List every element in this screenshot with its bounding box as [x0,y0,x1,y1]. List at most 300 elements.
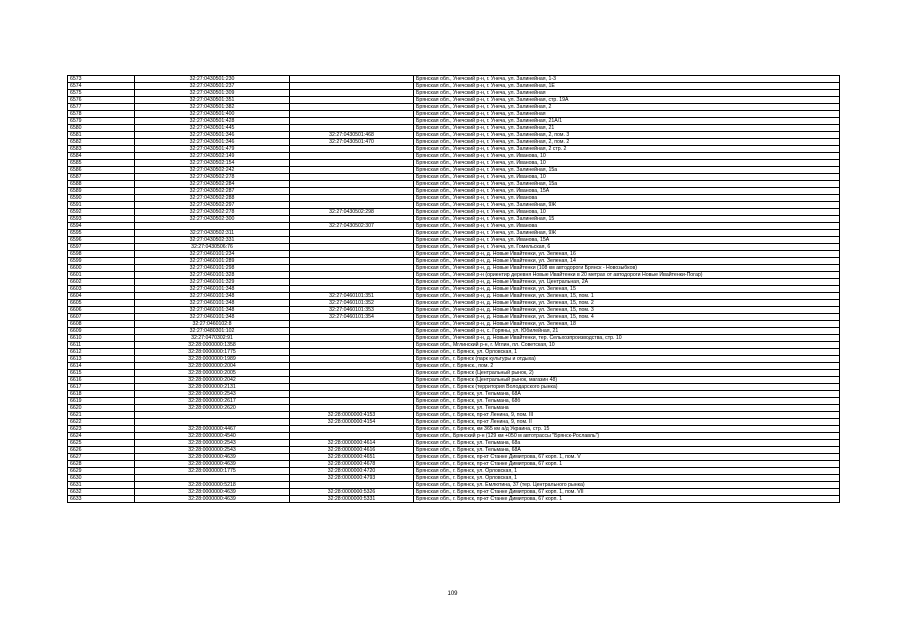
table-row [68,328,840,335]
row-number-cell: 6605 [68,300,135,307]
cadastral-number-cell: 32:28:0000000:2543 [135,391,290,398]
cadastral-number-cell: 32:28:0000000:1358 [135,342,290,349]
table-row [68,489,840,496]
parent-cadastral-number-cell [290,230,414,237]
row-number-cell: 6594 [68,223,135,230]
row-number-cell: 6632 [68,489,135,496]
row-number-cell: 6575 [68,90,135,97]
cadastral-number-cell: 32:28:0000000:1775 [135,349,290,356]
row-number-cell: 6583 [68,146,135,153]
parent-cadastral-number-cell [290,237,414,244]
table-row [68,356,840,363]
cadastral-number-cell: 32:27:0460101:328 [135,272,290,279]
parent-cadastral-number-cell [290,251,414,258]
row-number-cell: 6626 [68,447,135,454]
cadastral-number-cell: 32:27:0430502:297 [135,202,290,209]
address-cell: Брянская обл., Унечский р-н, д. Новые Ивайтенки, ул. Зеленая, 15, пом. 3 [414,307,840,314]
parent-cadastral-number-cell [290,433,414,440]
address-cell: Брянская обл., г. Брянск, пр-кт Ленина, 9, пом. II [414,419,840,426]
row-number-cell: 6598 [68,251,135,258]
address-cell: Брянская обл., г. Брянск (территория Володарского рынка) [414,384,840,391]
cadastral-number-cell: 32:27:0460101:348 [135,293,290,300]
row-number-cell: 6585 [68,160,135,167]
row-number-cell: 6600 [68,265,135,272]
address-cell: Брянская обл., Унечский р-н, г. Унеча, ул. Иванова, 15А [414,188,840,195]
address-cell: Брянская обл., Унечский р-н, г. Унеча, ул. Залинейная [414,90,840,97]
row-number-cell: 6587 [68,174,135,181]
cadastral-number-cell: 32:27:0430501:309 [135,90,290,97]
parent-cadastral-number-cell [290,356,414,363]
cadastral-number-cell: 32:27:0460101:289 [135,258,290,265]
table-row [68,195,840,202]
cadastral-number-cell: 32:27:0430501:346 [135,139,290,146]
table-row [68,342,840,349]
table-row [68,230,840,237]
row-number-cell: 6593 [68,216,135,223]
row-number-cell: 6621 [68,412,135,419]
table-row [68,132,840,139]
address-cell: Брянская обл., Унечский р-н, д. Новые Ивайтенки (108 км автодороги Брянск - Новозыбков) [414,265,840,272]
parent-cadastral-number-cell [290,363,414,370]
address-cell: Брянская обл., Унечский р-н, г. Унеча, ул. Залинейная, 15а [414,167,840,174]
row-number-cell: 6629 [68,468,135,475]
parent-cadastral-number-cell [290,160,414,167]
cadastral-number-cell: 32:27:0430501:237 [135,83,290,90]
cadastral-number-cell: 32:28:0000000:2543 [135,447,290,454]
address-cell: Брянская обл., Унечский р-н, г. Унеча, ул. Залинейная, 1Е [414,83,840,90]
cadastral-number-cell: 32:27:0460101:329 [135,279,290,286]
page-number: 109 [447,591,458,597]
cadastral-number-cell: 32:28:0000000:4639 [135,461,290,468]
cadastral-number-cell: 32:27:0430501:346 [135,132,290,139]
table-row [68,482,840,489]
address-cell: Брянская обл., Унечский р-н, г. Унеча, ул. Иванова [414,195,840,202]
table-row [68,167,840,174]
row-number-cell: 6631 [68,482,135,489]
cadastral-number-cell: 32:27:0430502:288 [135,195,290,202]
table-row [68,90,840,97]
address-cell: Брянская обл., Унечский р-н, д. Новые Ивайтенки, ул. Зеленая, 14 [414,258,840,265]
address-cell: Брянская обл., Унечский р-н, г. Унеча, ул. Залинейная, 1-3 [414,76,840,83]
table-row [68,83,840,90]
table-row [68,405,840,412]
cadastral-number-cell: 32:27:0430501:479 [135,146,290,153]
cadastral-number-cell [135,412,290,419]
row-number-cell: 6606 [68,307,135,314]
row-number-cell: 6580 [68,125,135,132]
address-cell: Брянская обл., Унечский р-н, с. Горяны, ул. Юбилейная, 21 [414,328,840,335]
table-row [68,160,840,167]
cadastral-number-cell [135,223,290,230]
address-cell: Брянская обл., г. Брянск, ул. Тельмана [414,405,840,412]
table-row [68,468,840,475]
cadastral-number-cell: 32:27:0460101:348 [135,300,290,307]
parent-cadastral-number-cell [290,405,414,412]
parent-cadastral-number-cell [290,195,414,202]
row-number-cell: 6610 [68,335,135,342]
cadastral-number-cell: 32:27:0430501:382 [135,104,290,111]
table-row [68,307,840,314]
address-cell: Брянская обл., Унечский р-н, д. Новые Ивайтенки, ул. Зеленая, 15, пом. 1 [414,293,840,300]
row-number-cell: 6590 [68,195,135,202]
parent-cadastral-number-cell [290,83,414,90]
address-cell: Брянская обл., г. Брянск, пр-кт Станке Димитрова, 67 корп. 1 [414,496,840,503]
table-row [68,202,840,209]
address-cell: Брянская обл., г. Брянск, км 365 км а/д Украина, стр. 15 [414,426,840,433]
address-cell: Брянская обл., г. Брянск (Центральный рынок, 2) [414,370,840,377]
row-number-cell: 6627 [68,454,135,461]
address-cell: Брянская обл., Брянский р-н (129 км +050 м автотрассы "Брянск-Рославль") [414,433,840,440]
parent-cadastral-number-cell [290,426,414,433]
row-number-cell: 6614 [68,363,135,370]
address-cell: Брянская обл., Унечский р-н, д. Новые Ивайтенки, ул. Зеленая, 16 [414,251,840,258]
row-number-cell: 6595 [68,230,135,237]
cadastral-number-cell: 32:27:0470302:91 [135,335,290,342]
table-row [68,216,840,223]
address-cell: Брянская обл., Унечский р-н, г. Унеча, ул. Залинейная, 15а [414,181,840,188]
table-row [68,398,840,405]
cadastral-number-cell: 32:28:0000000:2617 [135,398,290,405]
cadastral-number-cell: 32:27:0430502:311 [135,230,290,237]
cadastral-number-cell: 32:28:0000000:4639 [135,489,290,496]
parent-cadastral-number-cell [290,216,414,223]
table-row [68,251,840,258]
address-cell: Брянская обл., Унечский р-н, г. Унеча, ул. Залинейная, 2 [414,104,840,111]
parent-cadastral-number-cell [290,118,414,125]
address-cell: Брянская обл., г. Брянск., пом. 2 [414,363,840,370]
address-cell: Брянская обл., г. Брянск, пр-кт Станке Димитрова, 67 корп. 1, пом. VII [414,489,840,496]
table-row [68,363,840,370]
table-row [68,258,840,265]
address-cell: Брянская обл., г. Брянск, ул. Тельмана, 68А [414,447,840,454]
parent-cadastral-number-cell [290,328,414,335]
cadastral-number-cell: 32:27:0460101:234 [135,251,290,258]
row-number-cell: 6574 [68,83,135,90]
parent-cadastral-number-cell [290,377,414,384]
address-cell: Брянская обл., Унечский р-н, г. Унеча, ул. Залинейная, 15 [414,216,840,223]
table-row [68,433,840,440]
table-row [68,146,840,153]
table-row [68,377,840,384]
cadastral-number-cell [135,475,290,482]
cadastral-number-cell: 32:27:0460102:8 [135,321,290,328]
cadastral-number-cell: 32:27:0430502:278 [135,174,290,181]
cadastral-number-cell: 32:27:0430502:331 [135,237,290,244]
address-cell: Брянская обл., Унечский р-н, г. Унеча, ул. Иванова, 10 [414,153,840,160]
address-cell: Брянская обл., Унечский р-н (ориентир деревня Новые Ивайтенки в 20 метрах от автодороги Новые Ивайтенки-Погар) [414,272,840,279]
cadastral-number-cell: 32:27:0430502:300 [135,216,290,223]
address-cell: Брянская обл., г. Брянск (Центральный рынок, магазин 48) [414,377,840,384]
parent-cadastral-number-cell: 32:27:0460101:353 [290,307,414,314]
address-cell: Брянская обл., г. Брянск, пр-кт Станке Димитрова, 67 корп. 1, пом. V [414,454,840,461]
address-cell: Брянская обл., Унечский р-н, г. Унеча, ул. Залинейная, 21А/1 [414,118,840,125]
cadastral-number-cell: 32:27:0480301:102 [135,328,290,335]
row-number-cell: 6599 [68,258,135,265]
address-cell: Брянская обл., Унечский р-н, д. Новые Ивайтенки, ул. Зеленая, 15, пом. 4 [414,314,840,321]
address-cell: Брянская обл., г. Брянск, ул. Тельмана, 68А [414,391,840,398]
table-row [68,454,840,461]
row-number-cell: 6603 [68,286,135,293]
row-number-cell: 6573 [68,76,135,83]
table-row [68,188,840,195]
address-cell: Брянская обл., Унечский р-н, г. Унеча, ул. Залинейная, 21 [414,125,840,132]
address-cell: Брянская обл., Унечский р-н, г. Унеча, ул. Иванова, 10 [414,209,840,216]
table-row [68,104,840,111]
table-row [68,223,840,230]
table-row [68,286,840,293]
cadastral-number-cell: 32:27:0430502:278 [135,209,290,216]
row-number-cell: 6578 [68,111,135,118]
cadastral-number-cell: 32:27:0460101:298 [135,265,290,272]
row-number-cell: 6612 [68,349,135,356]
address-cell: Брянская обл., г. Брянск (парк культуры и отдыха) [414,356,840,363]
cadastral-number-cell: 32:27:0430501:400 [135,111,290,118]
table-row [68,321,840,328]
parent-cadastral-number-cell [290,125,414,132]
row-number-cell: 6611 [68,342,135,349]
cadastral-number-cell: 32:28:0000000:4467 [135,426,290,433]
parent-cadastral-number-cell [290,384,414,391]
table-row [68,111,840,118]
row-number-cell: 6597 [68,244,135,251]
parent-cadastral-number-cell [290,391,414,398]
address-cell: Брянская обл., Унечский р-н, д. Новые Ивайтенки, ул. Зеленая, 15 [414,286,840,293]
parent-cadastral-number-cell [290,244,414,251]
row-number-cell: 6589 [68,188,135,195]
table-row [68,76,840,83]
table-row [68,384,840,391]
address-cell: Брянская обл., Унечский р-н, г. Унеча, ул. Залинейная, 2, пом. 2 [414,139,840,146]
parent-cadastral-number-cell [290,342,414,349]
table-row [68,265,840,272]
address-cell: Брянская обл., Унечский р-н, д. Новые Ивайтенки, ул. Зеленая, 18 [414,321,840,328]
address-cell: Брянская обл., Унечский р-н, д. Новые Ивайтенки, ул. Центральная, 2А [414,279,840,286]
parent-cadastral-number-cell: 32:27:0460101:351 [290,293,414,300]
row-number-cell: 6628 [68,461,135,468]
cadastral-number-cell: 32:27:0430502:284 [135,181,290,188]
address-cell: Брянская обл., Унечский р-н, г. Унеча, ул. Залинейная, 2, пом. 3 [414,132,840,139]
table-row [68,118,840,125]
table-row [68,440,840,447]
table-row [68,461,840,468]
cadastral-number-cell: 32:28:0000000:2004 [135,363,290,370]
parent-cadastral-number-cell: 32:28:0000000:4616 [290,447,414,454]
parent-cadastral-number-cell: 32:27:0460101:352 [290,300,414,307]
row-number-cell: 6608 [68,321,135,328]
row-number-cell: 6607 [68,314,135,321]
cadastral-number-cell: 32:28:0000000:2005 [135,370,290,377]
row-number-cell: 6623 [68,426,135,433]
address-cell: Брянская обл., Мглинский р-н, г. Мглин, пл. Советская, 10 [414,342,840,349]
row-number-cell: 6633 [68,496,135,503]
address-cell: Брянская обл., г. Брянск, ул. Орловская, 1 [414,475,840,482]
cadastral-number-cell: 32:27:0430502:287 [135,188,290,195]
row-number-cell: 6625 [68,440,135,447]
row-number-cell: 6582 [68,139,135,146]
table-row [68,125,840,132]
parent-cadastral-number-cell: 32:28:0000000:4720 [290,468,414,475]
parent-cadastral-number-cell: 32:28:0000000:4651 [290,454,414,461]
address-cell: Брянская обл., Унечский р-н, г. Унеча, ул. Иванова [414,223,840,230]
address-cell: Брянская обл., Унечский р-н, д. Новые Ивайтенки, ул. Зеленая, 15, пом. 2 [414,300,840,307]
row-number-cell: 6602 [68,279,135,286]
address-cell: Брянская обл., Унечский р-н, г. Унеча, ул. Иванова, 10 [414,174,840,181]
row-number-cell: 6577 [68,104,135,111]
parent-cadastral-number-cell: 32:28:0000000:4154 [290,419,414,426]
cadastral-number-cell: 32:27:0460101:348 [135,286,290,293]
row-number-cell: 6619 [68,398,135,405]
cadastral-number-cell [135,419,290,426]
cadastral-number-cell: 32:27:0430501:351 [135,97,290,104]
parent-cadastral-number-cell [290,167,414,174]
cadastral-number-cell: 32:27:0430501:445 [135,125,290,132]
parent-cadastral-number-cell: 32:27:0460101:354 [290,314,414,321]
parent-cadastral-number-cell [290,272,414,279]
table-row [68,426,840,433]
table-row [68,300,840,307]
parent-cadastral-number-cell [290,90,414,97]
row-number-cell: 6618 [68,391,135,398]
parent-cadastral-number-cell: 32:27:0430501:470 [290,139,414,146]
registry-table-body [68,76,840,503]
row-number-cell: 6601 [68,272,135,279]
row-number-cell: 6579 [68,118,135,125]
address-cell: Брянская обл., г. Брянск, пр-кт Ленина, 9, пом. III [414,412,840,419]
row-number-cell: 6586 [68,167,135,174]
row-number-cell: 6616 [68,377,135,384]
cadastral-number-cell: 32:27:0430501:428 [135,118,290,125]
address-cell: Брянская обл., Унечский р-н, г. Унеча, ул. Иванова, 15А [414,237,840,244]
row-number-cell: 6624 [68,433,135,440]
table-row [68,370,840,377]
cadastral-number-cell: 32:28:0000000:4639 [135,454,290,461]
cadastral-number-cell: 32:27:0430502:242 [135,167,290,174]
parent-cadastral-number-cell [290,104,414,111]
row-number-cell: 6592 [68,209,135,216]
row-number-cell: 6622 [68,419,135,426]
parent-cadastral-number-cell [290,286,414,293]
address-cell: Брянская обл., г. Брянск, ул. Орловская, 1 [414,349,840,356]
parent-cadastral-number-cell: 32:27:0430501:468 [290,132,414,139]
table-row [68,335,840,342]
table-row [68,496,840,503]
parent-cadastral-number-cell [290,482,414,489]
cadastral-number-cell: 32:28:0000000:2543 [135,440,290,447]
table-row [68,349,840,356]
table-row [68,139,840,146]
cadastral-number-cell: 32:28:0000000:2620 [135,405,290,412]
row-number-cell: 6620 [68,405,135,412]
row-number-cell: 6581 [68,132,135,139]
address-cell: Брянская обл., Унечский р-н, д. Новые Ивайтенки, тер. Сельхозпроизводства, стр. 10 [414,335,840,342]
address-cell: Брянская обл., г. Брянск, ул. Тельмана, 68б [414,398,840,405]
table-row [68,209,840,216]
parent-cadastral-number-cell: 32:28:0000000:4614 [290,440,414,447]
address-cell: Брянская обл., Унечский р-н, г. Унеча, ул. Залинейная, 9Ж [414,202,840,209]
address-cell: Брянская обл., Унечский р-н, г. Унеча, ул. Гомельская, 6 [414,244,840,251]
row-number-cell: 6584 [68,153,135,160]
row-number-cell: 6617 [68,384,135,391]
cadastral-number-cell: 32:28:0000000:2131 [135,384,290,391]
table-row [68,272,840,279]
table-row [68,314,840,321]
table-row [68,237,840,244]
cadastral-number-cell: 32:27:0430506:76 [135,244,290,251]
table-row [68,181,840,188]
cadastral-number-cell: 32:28:0000000:2042 [135,377,290,384]
row-number-cell: 6615 [68,370,135,377]
parent-cadastral-number-cell [290,146,414,153]
address-cell: Брянская обл., г. Брянск, ул. Емлютина, 37 (тер. Центрального рынка) [414,482,840,489]
table-row [68,475,840,482]
parent-cadastral-number-cell [290,174,414,181]
parent-cadastral-number-cell [290,349,414,356]
parent-cadastral-number-cell [290,258,414,265]
cadastral-number-cell: 32:27:0460101:348 [135,307,290,314]
cadastral-number-cell: 32:27:0430502:154 [135,160,290,167]
table-row [68,412,840,419]
cadastral-number-cell: 32:28:0000000:5218 [135,482,290,489]
address-cell: Брянская обл., Унечский р-н, г. Унеча, ул. Залинейная, 9Ж [414,230,840,237]
table-row [68,391,840,398]
cadastral-number-cell: 32:28:0000000:1775 [135,468,290,475]
parent-cadastral-number-cell [290,181,414,188]
address-cell: Брянская обл., Унечский р-н, г. Унеча, ул. Залинейная, стр. 19А [414,97,840,104]
table-row [68,244,840,251]
address-cell: Брянская обл., Унечский р-н, г. Унеча, ул. Залинейная, 2 стр. 2 [414,146,840,153]
row-number-cell: 6588 [68,181,135,188]
address-cell: Брянская обл., Унечский р-н, г. Унеча, ул. Залинейная [414,111,840,118]
cadastral-number-cell: 32:27:0430502:149 [135,153,290,160]
parent-cadastral-number-cell [290,321,414,328]
parent-cadastral-number-cell [290,265,414,272]
row-number-cell: 6630 [68,475,135,482]
parent-cadastral-number-cell: 32:28:0000000:5326 [290,489,414,496]
registry-table [67,75,840,503]
parent-cadastral-number-cell [290,76,414,83]
cadastral-number-cell: 32:27:0460101:348 [135,314,290,321]
parent-cadastral-number-cell: 32:27:0430502:307 [290,223,414,230]
parent-cadastral-number-cell [290,279,414,286]
parent-cadastral-number-cell [290,335,414,342]
table-row [68,447,840,454]
row-number-cell: 6604 [68,293,135,300]
address-cell: Брянская обл., Унечский р-н, г. Унеча, ул. Иванова, 10 [414,160,840,167]
cadastral-number-cell: 32:28:0000000:1989 [135,356,290,363]
cadastral-number-cell: 32:28:0000000:4639 [135,496,290,503]
parent-cadastral-number-cell: 32:27:0430502:298 [290,209,414,216]
parent-cadastral-number-cell [290,188,414,195]
address-cell: Брянская обл., г. Брянск, ул. Орловская, 1 [414,468,840,475]
table-row [68,293,840,300]
parent-cadastral-number-cell [290,97,414,104]
cadastral-number-cell: 32:27:0430501:230 [135,76,290,83]
cadastral-number-cell: 32:28:0000000:4540 [135,433,290,440]
parent-cadastral-number-cell: 32:28:0000000:4153 [290,412,414,419]
row-number-cell: 6613 [68,356,135,363]
parent-cadastral-number-cell [290,370,414,377]
row-number-cell: 6591 [68,202,135,209]
table-row [68,174,840,181]
row-number-cell: 6576 [68,97,135,104]
parent-cadastral-number-cell [290,111,414,118]
table-row [68,97,840,104]
parent-cadastral-number-cell [290,202,414,209]
parent-cadastral-number-cell: 32:28:0000000:4793 [290,475,414,482]
address-cell: Брянская обл., г. Брянск, пр-кт Станке Димитрова, 67 корп. 1 [414,461,840,468]
table-row [68,279,840,286]
row-number-cell: 6609 [68,328,135,335]
